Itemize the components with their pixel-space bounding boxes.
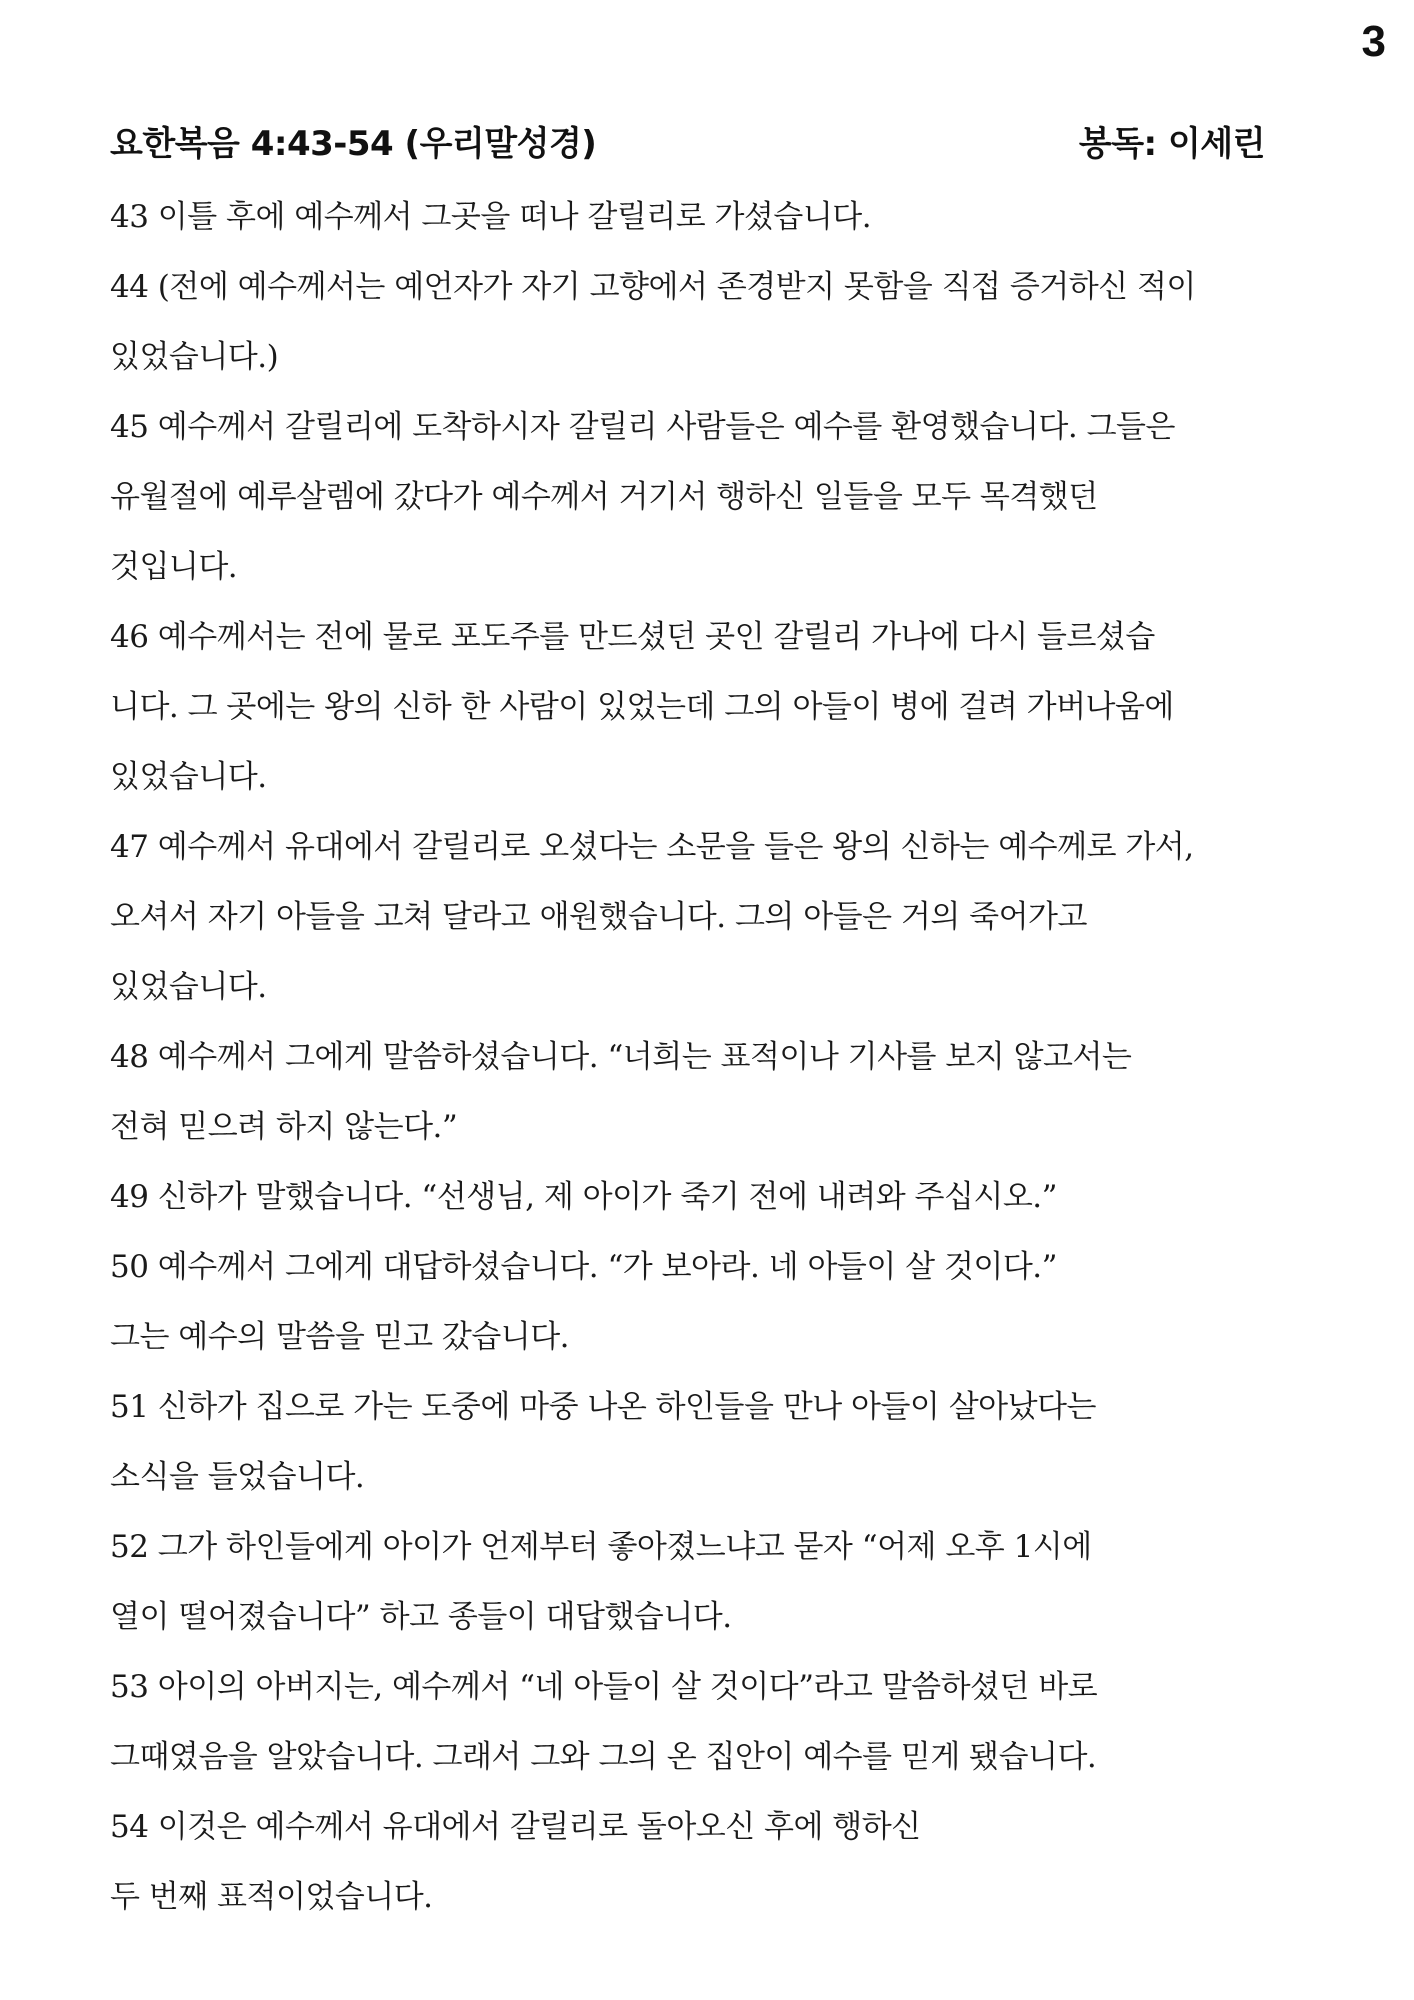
text-line: 51 신하가 집으로 가는 도중에 마중 나온 하인들을 만나 아들이 살아났다는 (110, 1389, 1096, 1425)
text-line: 54 이것은 예수께서 유대에서 갈릴리로 돌아오신 후에 행하신 (110, 1809, 921, 1845)
text-line: 46 예수께서는 전에 물로 포도주를 만드셨던 곳인 갈릴리 가나에 다시 들르셨습 (110, 619, 1155, 655)
text-line: 49 신하가 말했습니다. “선생님, 제 아이가 죽기 전에 내려와 주십시오.” (110, 1179, 1057, 1215)
text-line: 두 번째 표적이었습니다. (110, 1879, 433, 1915)
text-line: 그는 예수의 말씀을 믿고 갔습니다. (110, 1319, 570, 1355)
text-line: 48 예수께서 그에게 말씀하셨습니다. “너희는 표적이나 기사를 보지 않고서는 (110, 1039, 1132, 1075)
text-line: 52 그가 하인들에게 아이가 언제부터 좋아졌느냐고 묻자 “어제 오후 1시에 (110, 1529, 1092, 1565)
scripture-text (110, 182, 1310, 1932)
reader-name: 봉독: 이세린 (1078, 123, 1265, 164)
text-line: 니다. 그 곳에는 왕의 신하 한 사람이 있었는데 그의 아들이 병에 걸려 가버나움에 (110, 689, 1174, 725)
text-line: 45 예수께서 갈릴리에 도착하시자 갈릴리 사람들은 예수를 환영했습니다. 그들은 (110, 409, 1175, 445)
text-line: 53 아이의 아버지는, 예수께서 “네 아들이 살 것이다”라고 말씀하셨던 바로 (110, 1669, 1098, 1705)
text-line: 소식을 들었습니다. (110, 1459, 365, 1495)
text-line: 전혀 믿으려 하지 않는다.” (110, 1109, 458, 1145)
text-line: 47 예수께서 유대에서 갈릴리로 오셨다는 소문을 들은 왕의 신하는 예수께로 가서, (110, 829, 1194, 865)
text-line: 것입니다. (110, 549, 238, 585)
text-line: 유월절에 예루살렘에 갔다가 예수께서 거기서 행하신 일들을 모두 목격했던 (110, 479, 1098, 515)
text-line: 오셔서 자기 아들을 고쳐 달라고 애원했습니다. 그의 아들은 거의 죽어가고 (110, 899, 1087, 935)
text-line: 있었습니다. (110, 969, 267, 1005)
text-line: 있었습니다. (110, 759, 267, 795)
passage-title: 요한복음 4:43-54 (우리말성경) (110, 123, 597, 164)
text-line: 50 예수께서 그에게 대답하셨습니다. “가 보아라. 네 아들이 살 것이다.” (110, 1249, 1057, 1285)
passage-header (110, 108, 1265, 172)
text-line: 43 이틀 후에 예수께서 그곳을 떠나 갈릴리로 가셨습니다. (110, 199, 872, 235)
text-line: 그때였음을 알았습니다. 그래서 그와 그의 온 집안이 예수를 믿게 됐습니다. (110, 1739, 1097, 1775)
page-number: 3 (1361, 17, 1386, 66)
text-line: 열이 떨어졌습니다” 하고 종들이 대답했습니다. (110, 1599, 732, 1635)
text-line: 44 (전에 예수께서는 예언자가 자기 고향에서 존경받지 못함을 직접 증거하신 적이 (110, 269, 1196, 305)
text-line: 있었습니다.) (110, 339, 279, 375)
